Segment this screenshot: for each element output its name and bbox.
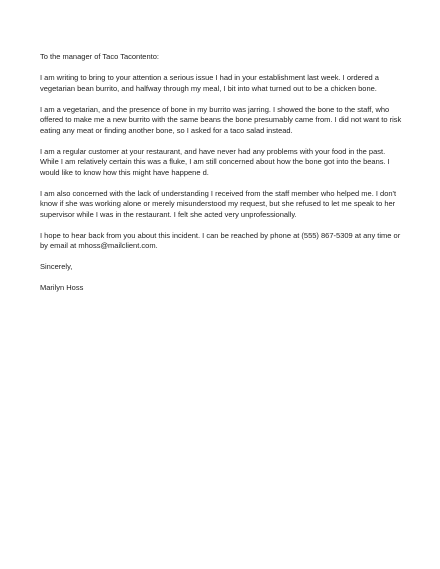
letter-closing: Sincerely, bbox=[40, 262, 73, 271]
letter-paragraph-4: I am also concerned with the lack of understanding I received from the staff member who helped me. I don't know if she was working alone or merely misunderstood my request, but she refused to let me speak to her supervisor while I was in the restaurant. I felt she acted very unprofessionally. bbox=[40, 188, 397, 219]
letter-paragraph-1: I am writing to bring to your attention a serious issue I had in your establishment last week. I ordered a vegetarian bean burrito, and halfway through my meal, I bit into what turned out to be a chicken bone. bbox=[40, 73, 379, 93]
letter-body bbox=[40, 52, 405, 304]
letter-salutation: To the manager of Taco Tacontento: bbox=[40, 52, 159, 61]
letter-signature: Marilyn Hoss bbox=[40, 283, 84, 292]
letter-paragraph-5: I hope to hear back from you about this incident. I can be reached by phone at (555) 867-5309 at any time or by email at mhoss@mailclient.com. bbox=[40, 230, 401, 250]
letter-paragraph-2: I am a vegetarian, and the presence of bone in my burrito was jarring. I showed the bone to the staff, who offered to make me a new burrito with the same beans the bone presumably came from. I did not want to risk eating any meat or finding another bone, so I asked for a taco salad instead. bbox=[40, 104, 402, 135]
letter-paragraph-3: I am a regular customer at your restaurant, and have never had any problems with your food in the past. While I am relatively certain this was a fluke, I am still concerned about how the bone got into the beans. I would like to know how this might have happene d. bbox=[40, 146, 390, 177]
